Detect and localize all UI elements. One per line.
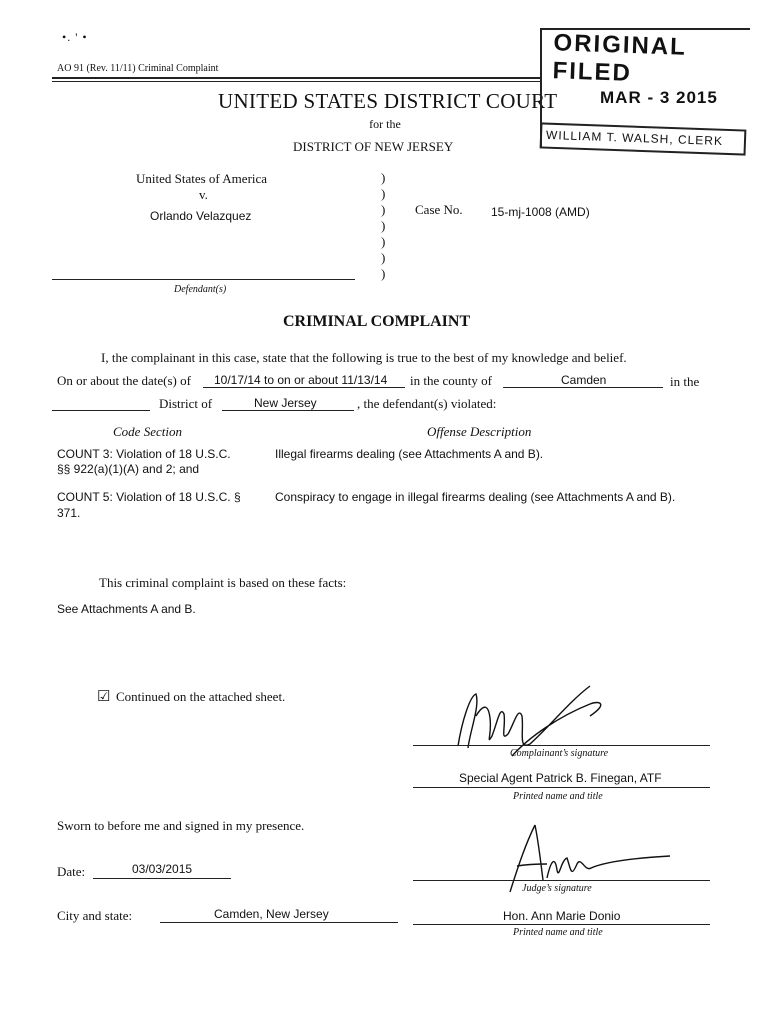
- dates-rule: [203, 387, 405, 388]
- dates-prefix: On or about the date(s) of: [57, 373, 191, 388]
- count-5-code-line2: 371.: [57, 506, 81, 520]
- defendant-rule: [52, 279, 355, 280]
- offense-description-header: Offense Description: [427, 424, 532, 439]
- count-3-code-line1: COUNT 3: Violation of 18 U.S.C.: [57, 447, 231, 461]
- paren-3: ): [381, 202, 386, 217]
- city-state-label: City and state:: [57, 908, 133, 923]
- defendant-name: Orlando Velazquez: [150, 209, 252, 223]
- city-state-value: Camden, New Jersey: [214, 907, 329, 921]
- judge-signature-label: Judge’s signature: [522, 883, 592, 894]
- header-rule: [52, 77, 540, 79]
- district-value: New Jersey: [254, 396, 317, 410]
- code-section-header: Code Section: [113, 424, 182, 439]
- continued-checkbox[interactable]: ☑: [97, 689, 111, 705]
- paren-5: ): [381, 234, 386, 249]
- count-5-code-line1: COUNT 5: Violation of 18 U.S.C. §: [57, 490, 241, 504]
- complaint-title: CRIMINAL COMPLAINT: [283, 313, 471, 330]
- date-label: Date:: [57, 864, 86, 879]
- case-no: 15-mj-1008 (AMD): [491, 205, 590, 219]
- judge-name-title: Hon. Ann Marie Donio: [503, 909, 621, 923]
- continued-label: Continued on the attached sheet.: [116, 689, 286, 704]
- facts-text: See Attachments A and B.: [57, 602, 196, 616]
- county-rule: [503, 387, 663, 388]
- district-blank-rule: [52, 410, 150, 411]
- judge-printed-label: Printed name and title: [513, 927, 603, 938]
- stamp-clerk: WILLIAM T. WALSH, CLERK: [545, 127, 724, 149]
- county-value: Camden: [561, 373, 607, 387]
- city-state-rule: [160, 922, 398, 923]
- sworn-statement: Sworn to before me and signed in my presence.: [57, 818, 305, 833]
- complainant-signature-rule: [413, 745, 710, 746]
- district-heading: DISTRICT OF NEW JERSEY: [293, 139, 454, 154]
- judge-name-rule: [413, 924, 710, 925]
- stamp-original-filed: ORIGINAL FILED: [552, 29, 687, 87]
- date-value: 03/03/2015: [132, 862, 193, 876]
- county-label: in the county of: [410, 373, 492, 388]
- paren-2: ): [381, 186, 386, 201]
- date-rule: [93, 878, 231, 879]
- complainant-name-rule: [413, 787, 710, 788]
- dates-suffix: in the: [670, 374, 700, 389]
- count-3-code-line2: §§ 922(a)(1)(A) and 2; and: [57, 462, 200, 476]
- versus: v.: [199, 187, 208, 202]
- dates-value: 10/17/14 to on or about 11/13/14: [214, 373, 388, 387]
- facts-intro: This criminal complaint is based on these facts:: [99, 575, 347, 590]
- intro-statement: I, the complainant in this case, state that the following is true to the best of my knowledge and belief.: [101, 350, 627, 365]
- complainant-name-title: Special Agent Patrick B. Finegan, ATF: [459, 771, 662, 785]
- form-id: AO 91 (Rev. 11/11) Criminal Complaint: [57, 63, 219, 74]
- complainant-printed-label: Printed name and title: [513, 791, 603, 802]
- district-rule: [222, 410, 354, 411]
- corner-marks: •. ' •: [62, 30, 88, 44]
- count-5-offense: Conspiracy to engage in illegal firearms dealing (see Attachments A and B).: [275, 490, 676, 504]
- paren-1: ): [381, 170, 386, 185]
- district-suffix: , the defendant(s) violated:: [357, 396, 497, 411]
- paren-4: ): [381, 218, 386, 233]
- count-3-offense: Illegal firearms dealing (see Attachments A and B).: [275, 447, 544, 461]
- paren-7: ): [381, 266, 386, 281]
- plaintiff: United States of America: [136, 171, 268, 186]
- for-the: for the: [369, 117, 401, 131]
- header-rule-2: [52, 81, 540, 82]
- case-no-label: Case No.: [415, 202, 463, 217]
- district-label: District of: [159, 396, 213, 411]
- paren-6: ): [381, 250, 386, 265]
- defendant-label: Defendant(s): [174, 284, 227, 295]
- complainant-signature-label: Complainant’s signature: [510, 748, 609, 759]
- court-title: UNITED STATES DISTRICT COURT: [218, 89, 558, 113]
- stamp-date: MAR - 3 2015: [600, 88, 718, 107]
- judge-signature-rule: [413, 880, 710, 881]
